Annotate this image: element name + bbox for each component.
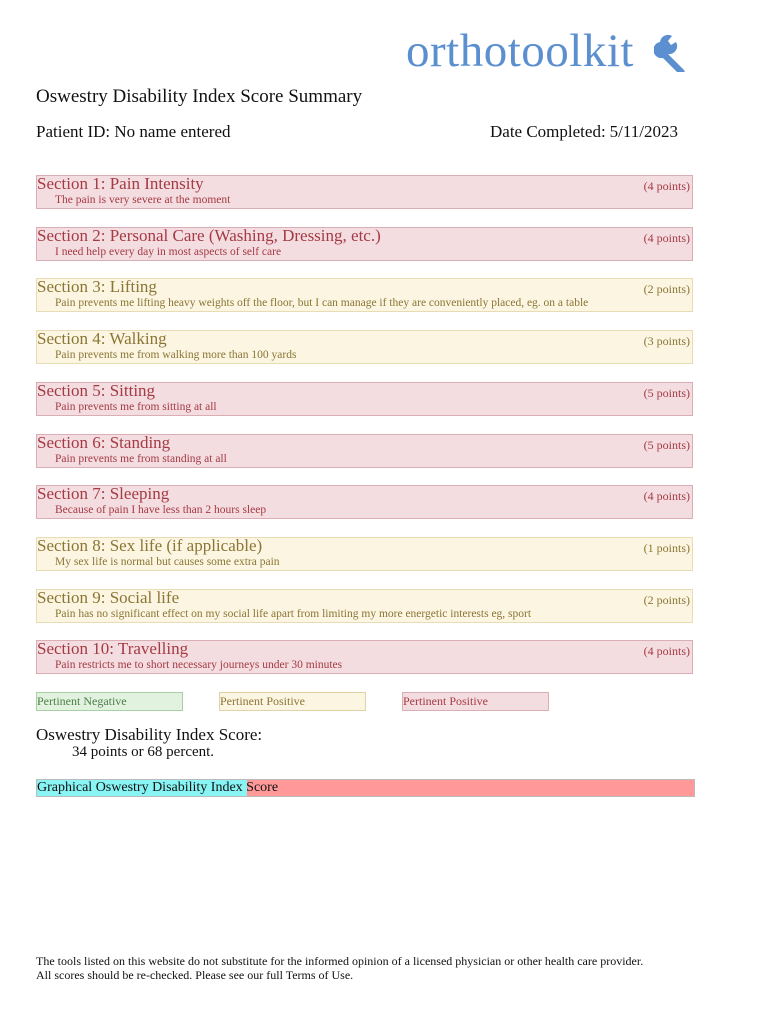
section-title: Section 10: Travelling <box>37 639 189 658</box>
section-points: (3 points) <box>643 334 690 348</box>
section-6 <box>36 434 693 468</box>
section-answer: My sex life is normal but causes some extra pain <box>55 556 280 568</box>
section-title: Section 1: Pain Intensity <box>37 174 204 193</box>
score-label: Oswestry Disability Index Score: <box>36 725 263 744</box>
section-points: (2 points) <box>643 593 690 607</box>
section-answer: Pain has no significant effect on my social life apart from limiting my more energetic interests eg, sport <box>55 608 532 620</box>
disclaimer <box>36 954 716 982</box>
legend-pertinent-negative: Pertinent Negative <box>36 692 183 711</box>
section-3 <box>36 278 693 312</box>
section-4 <box>36 330 693 364</box>
section-answer: Pain prevents me from walking more than 100 yards <box>55 349 297 361</box>
section-points: (5 points) <box>643 386 690 400</box>
patient-id <box>36 122 231 142</box>
section-title: Section 9: Social life <box>37 588 180 607</box>
date-label: Date Completed: <box>490 122 606 141</box>
wrench-icon <box>654 32 698 72</box>
score-bar-positive-fill <box>247 780 694 796</box>
date-value: 5/11/2023 <box>609 122 678 141</box>
patient-id-label: Patient ID: <box>36 122 111 141</box>
section-5 <box>36 382 693 416</box>
section-title: Section 2: Personal Care (Washing, Dressing, etc.) <box>37 226 381 245</box>
section-points: (4 points) <box>643 489 690 503</box>
section-title: Section 6: Standing <box>37 433 171 452</box>
section-points: (4 points) <box>643 179 690 193</box>
legend-pertinent-positive-yellow: Pertinent Positive <box>219 692 366 711</box>
date-completed <box>490 122 678 142</box>
section-points: (4 points) <box>643 644 690 658</box>
section-points: (1 points) <box>643 541 690 555</box>
section-title: Section 3: Lifting <box>37 277 157 296</box>
score-bar-label: Graphical Oswestry Disability Index Score <box>37 780 279 795</box>
section-8 <box>36 537 693 571</box>
section-answer: Pain prevents me from sitting at all <box>55 401 217 413</box>
section-answer: Pain prevents me from standing at all <box>55 453 227 465</box>
section-answer: I need help every day in most aspects of self care <box>55 246 282 258</box>
section-9 <box>36 589 693 623</box>
orthotoolkit-logo[interactable]: orthotoolkit <box>406 25 634 77</box>
section-points: (4 points) <box>643 231 690 245</box>
legend-pertinent-positive-red: Pertinent Positive <box>402 692 549 711</box>
score-value: 34 points or 68 percent. <box>72 744 215 760</box>
section-answer: The pain is very severe at the moment <box>55 194 231 206</box>
section-answer: Because of pain I have less than 2 hours sleep <box>55 504 267 516</box>
page-title: Oswestry Disability Index Score Summary <box>36 86 363 107</box>
section-2 <box>36 227 693 261</box>
section-title: Section 4: Walking <box>37 329 167 348</box>
score-bar <box>36 779 695 797</box>
section-1 <box>36 175 693 209</box>
section-title: Section 7: Sleeping <box>37 484 170 503</box>
section-points: (2 points) <box>643 282 690 296</box>
section-answer: Pain prevents me lifting heavy weights off the floor, but I can manage if they are conveniently placed, eg. on a table <box>55 297 589 309</box>
disclaimer-line-2: All scores should be re-checked. Please see our full Terms of Use. <box>36 968 354 982</box>
section-7 <box>36 485 693 519</box>
section-10 <box>36 640 693 674</box>
section-answer: Pain restricts me to short necessary journeys under 30 minutes <box>55 659 343 671</box>
section-title: Section 8: Sex life (if applicable) <box>37 536 263 555</box>
disclaimer-line-1: The tools listed on this website do not substitute for the informed opinion of a licensed physician or other health care provider. <box>36 954 644 968</box>
section-title: Section 5: Sitting <box>37 381 156 400</box>
patient-id-value: No name entered <box>114 122 231 141</box>
section-points: (5 points) <box>643 438 690 452</box>
